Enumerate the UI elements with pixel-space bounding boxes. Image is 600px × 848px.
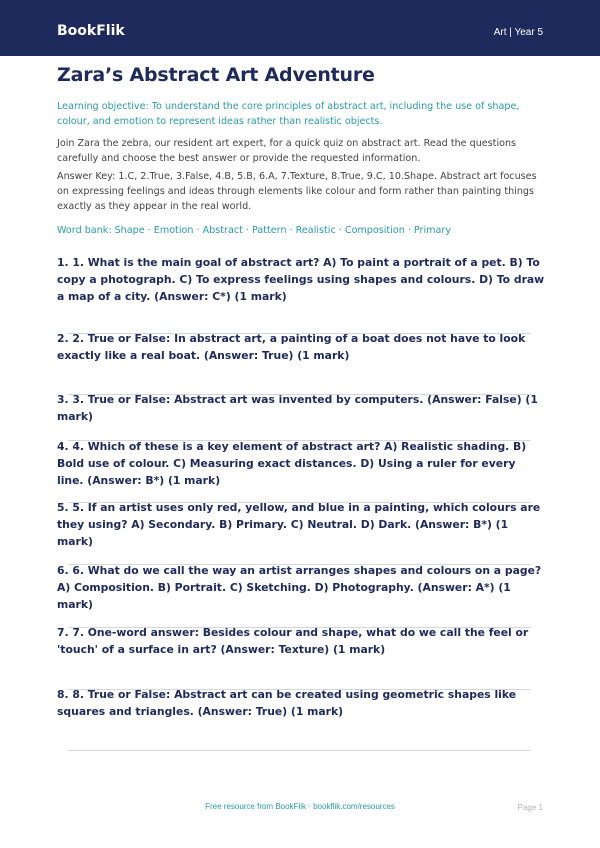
page-title: Zara’s Abstract Art Adventure [57, 64, 375, 86]
answer-key: Answer Key: 1.C, 2.True, 3.False, 4.B, 5.B, 6.A, 7.Texture, 8.True, 9.C, 10.Shape. Abstract art focuses on expressing feelings and ideas through elements like colour and form rather than painting things exactly as they appear in the real world. [57, 171, 537, 212]
question-2: 2. 2. True or False: In abstract art, a painting of a boat does not have to look exactly like a real boat. (Answer: True) (1 mark) [57, 332, 526, 362]
brand-logo-text[interactable]: BookFlik [57, 23, 125, 39]
subject-year-label: Art | Year 5 [493, 27, 543, 38]
learning-objective: Learning objective: To understand the core principles of abstract art, including the use of shape, colour, and emotion to represent ideas rather than realistic objects. [57, 101, 520, 127]
question-4: 4. 4. Which of these is a key element of abstract art? A) Realistic shading. B) Bold use of colour. C) Measuring exact distances. D) Using a ruler for every line. (Answer: B*) (1 mark) [57, 440, 527, 487]
question-3: 3. 3. True or False: Abstract art was invented by computers. (Answer: False) (1 mark) [57, 393, 538, 423]
question-1: 1. 1. What is the main goal of abstract art? A) To paint a portrait of a pet. B) To copy a photograph. C) To express feelings using shapes and colours. D) To draw a map of a city. (Answer: C*) (1 mark) [57, 256, 545, 303]
word-bank: Word bank: Shape · Emotion · Abstract · Pattern · Realistic · Composition · Primary [57, 225, 452, 236]
header-bar [0, 0, 600, 56]
question-7: 7. 7. One-word answer: Besides colour and shape, what do we call the feel or 'touch' of a surface in art? (Answer: Texture) (1 mark) [57, 626, 529, 656]
footer-resource-link[interactable]: Free resource from BookFlik · bookflik.com/resources [205, 802, 395, 811]
page-number: Page 1 [517, 803, 543, 812]
answer-line-8[interactable] [68, 750, 531, 751]
intro-text: Join Zara the zebra, our resident art expert, for a quick quiz on abstract art. Read the questions carefully and choose the best answer or provide the requested information. [57, 138, 517, 164]
question-8: 8. 8. True or False: Abstract art can be created using geometric shapes like squares and triangles. (Answer: True) (1 mark) [57, 688, 517, 718]
question-6: 6. 6. What do we call the way an artist arranges shapes and colours on a page? A) Composition. B) Portrait. C) Sketching. D) Photography. (Answer: A*) (1 mark) [57, 564, 542, 611]
question-5: 5. 5. If an artist uses only red, yellow, and blue in a painting, which colours are they using? A) Secondary. B) Primary. C) Neutral. D) Dark. (Answer: B*) (1 mark) [57, 501, 541, 548]
